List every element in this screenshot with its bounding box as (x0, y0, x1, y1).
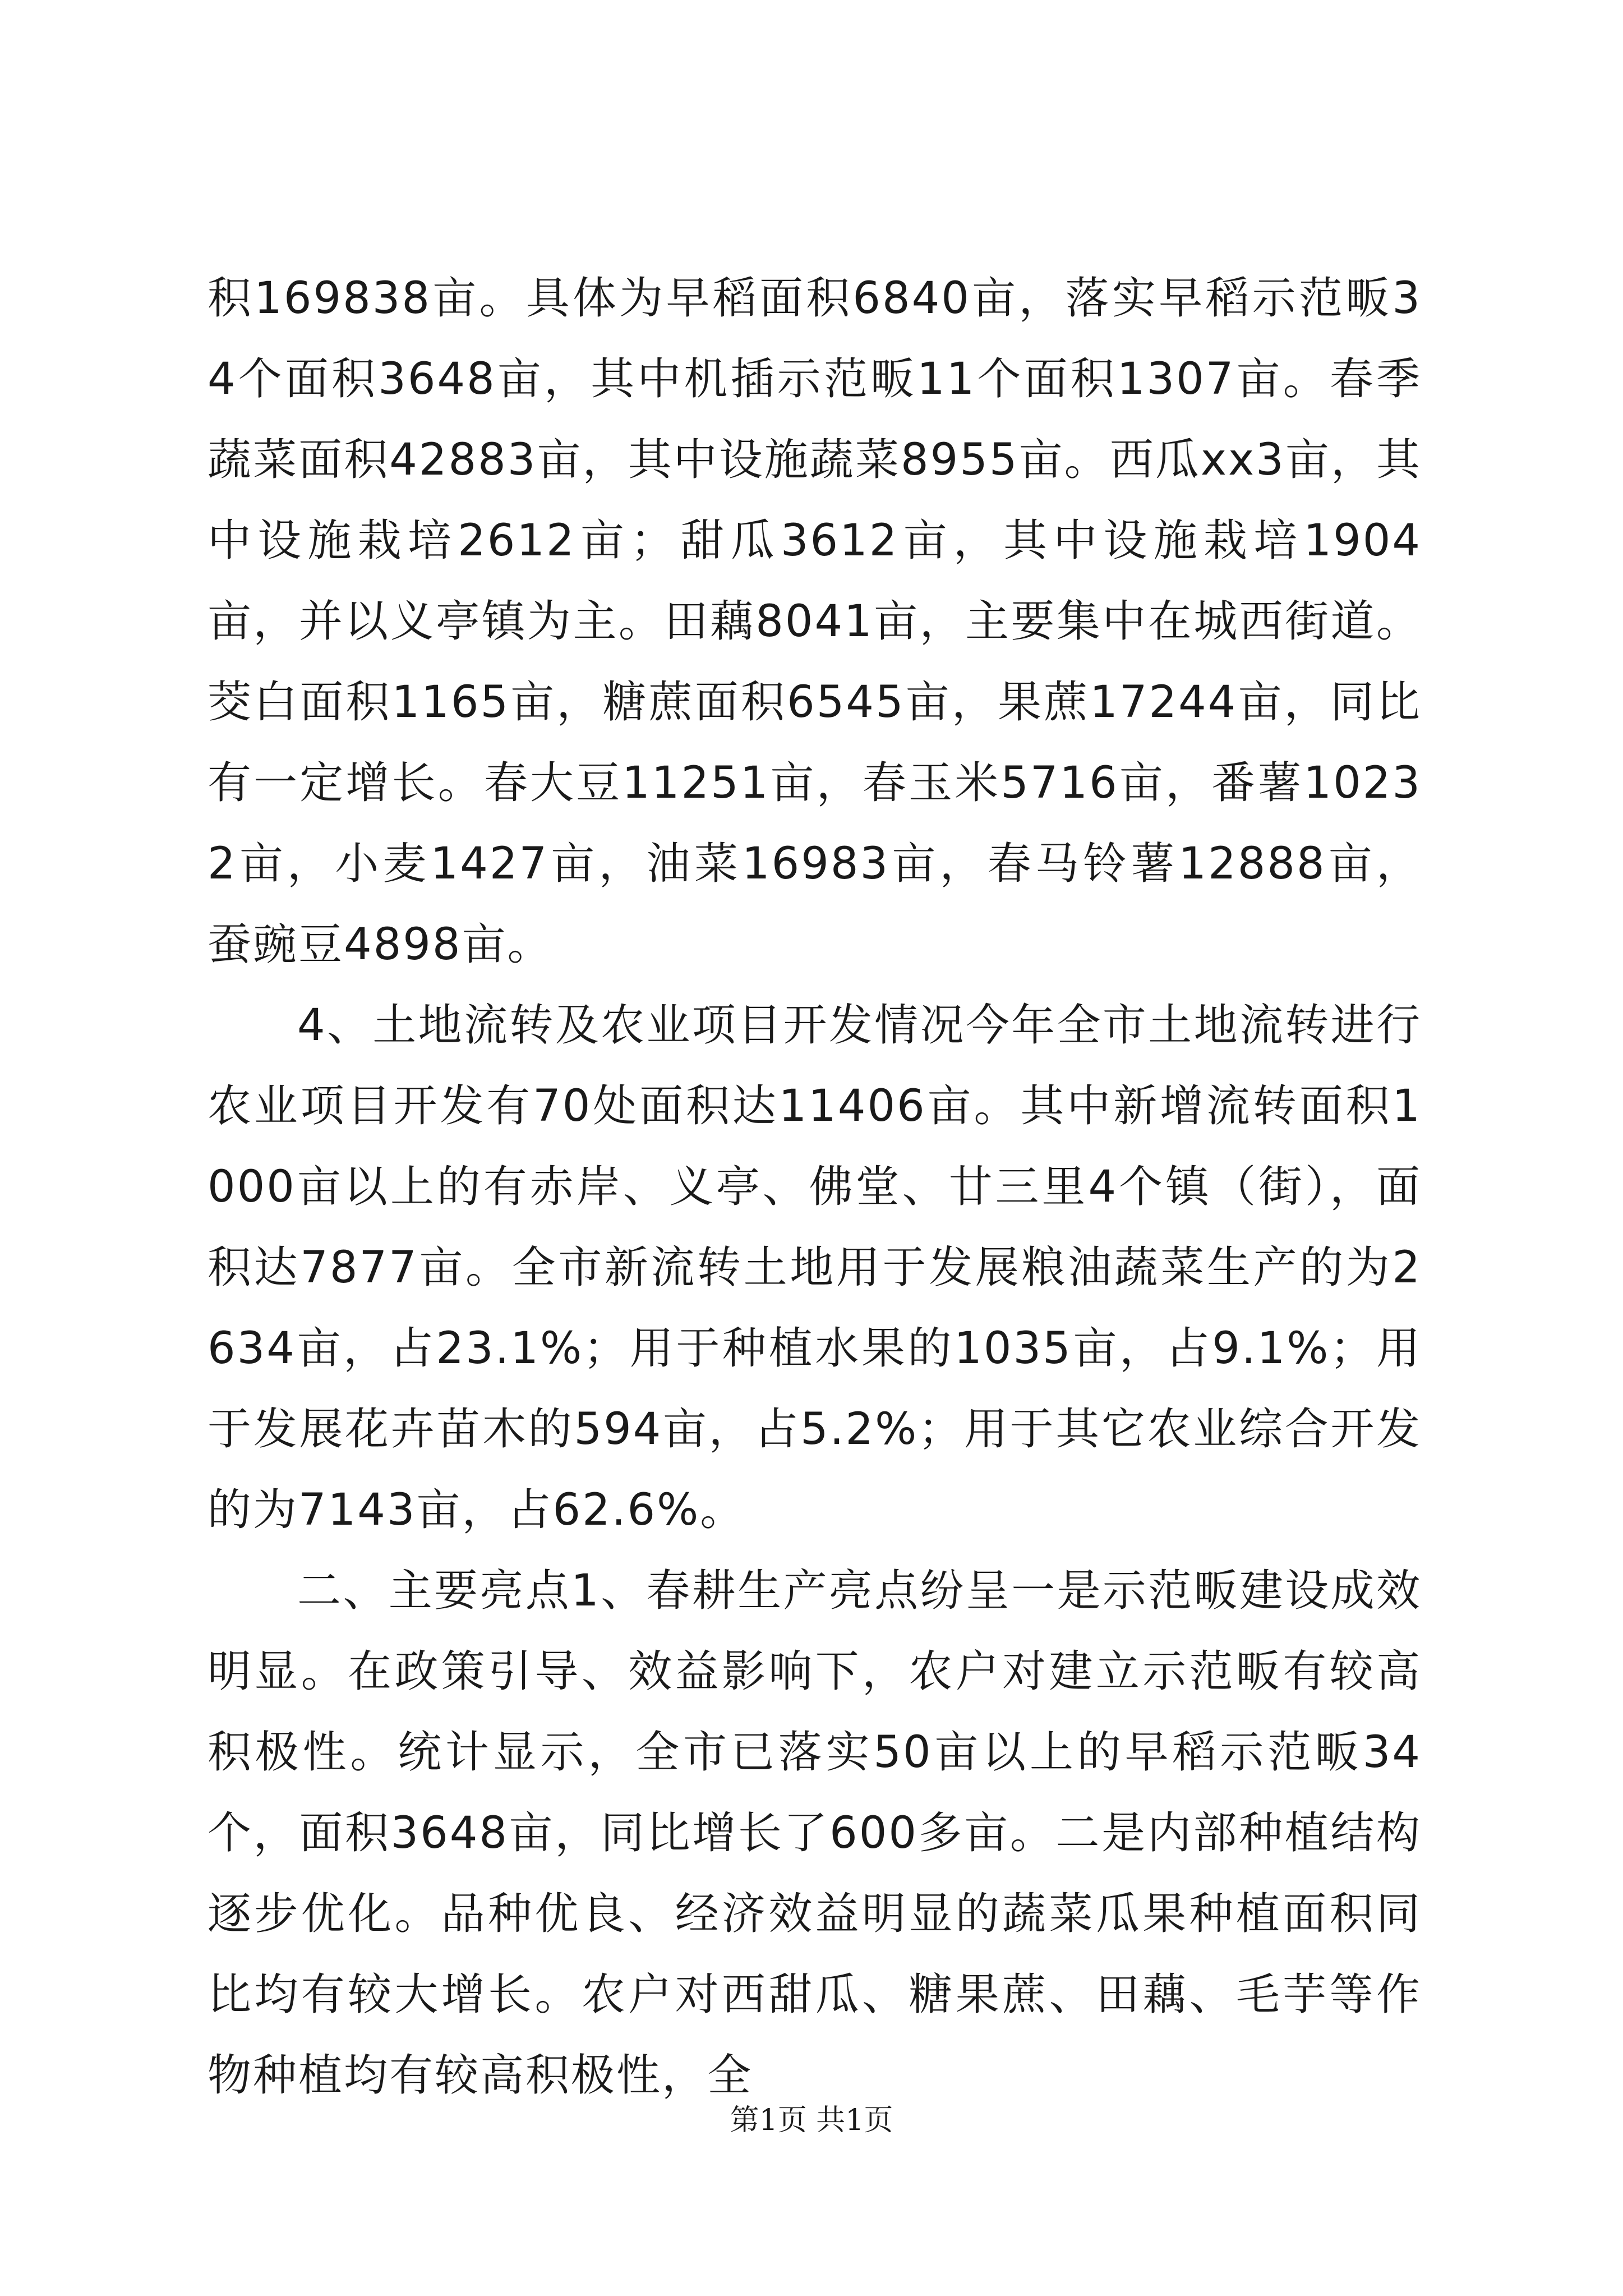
document-body (208, 258, 1422, 2116)
paragraph-highlights: 二、主要亮点1、春耕生产亮点纷呈一是示范畈建设成效明显。在政策引导、效益影响下，农户对建立示范畈有较高积极性。统计显示，全市已落实50亩以上的早稻示范畈34个，面积3648亩，同比增长了600多亩。二是内部种植结构逐步优化。品种优良、经济效益明显的蔬菜瓜果种植面积同比均有较大增长。农户对西甜瓜、糖果蔗、田藕、毛芋等作物种植均有较高积极性，全 (208, 1566, 1422, 2101)
paragraph-land-transfer: 4、土地流转及农业项目开发情况今年全市土地流转进行农业项目开发有70处面积达11406亩。其中新增流转面积1000亩以上的有赤岸、义亭、佛堂、廿三里4个镇（街），面积达7877亩。全市新流转土地用于发展粮油蔬菜生产的为2634亩，占23.1%；用于种植水果的1035亩，占9.1%；用于发展花卉苗木的594亩，占5.2%；用于其它农业综合开发的为7143亩，占62.6%。 (208, 1000, 1422, 1535)
paragraph-continued: 积169838亩。具体为早稻面积6840亩，落实早稻示范畈34个面积3648亩，其中机插示范畈11个面积1307亩。春季蔬菜面积42883亩，其中设施蔬菜8955亩。西瓜xx3亩，其中设施栽培2612亩；甜瓜3612亩，其中设施栽培1904亩，并以义亭镇为主。田藕8041亩，主要集中在城西街道。茭白面积1165亩，糖蔗面积6545亩，果蔗17244亩，同比有一定增长。春大豆11251亩，春玉米5716亩，番薯10232亩，小麦1427亩，油菜16983亩，春马铃薯12888亩，蚕豌豆4898亩。 (208, 273, 1422, 970)
page-footer: 第1页 共1页 (730, 2104, 893, 2137)
